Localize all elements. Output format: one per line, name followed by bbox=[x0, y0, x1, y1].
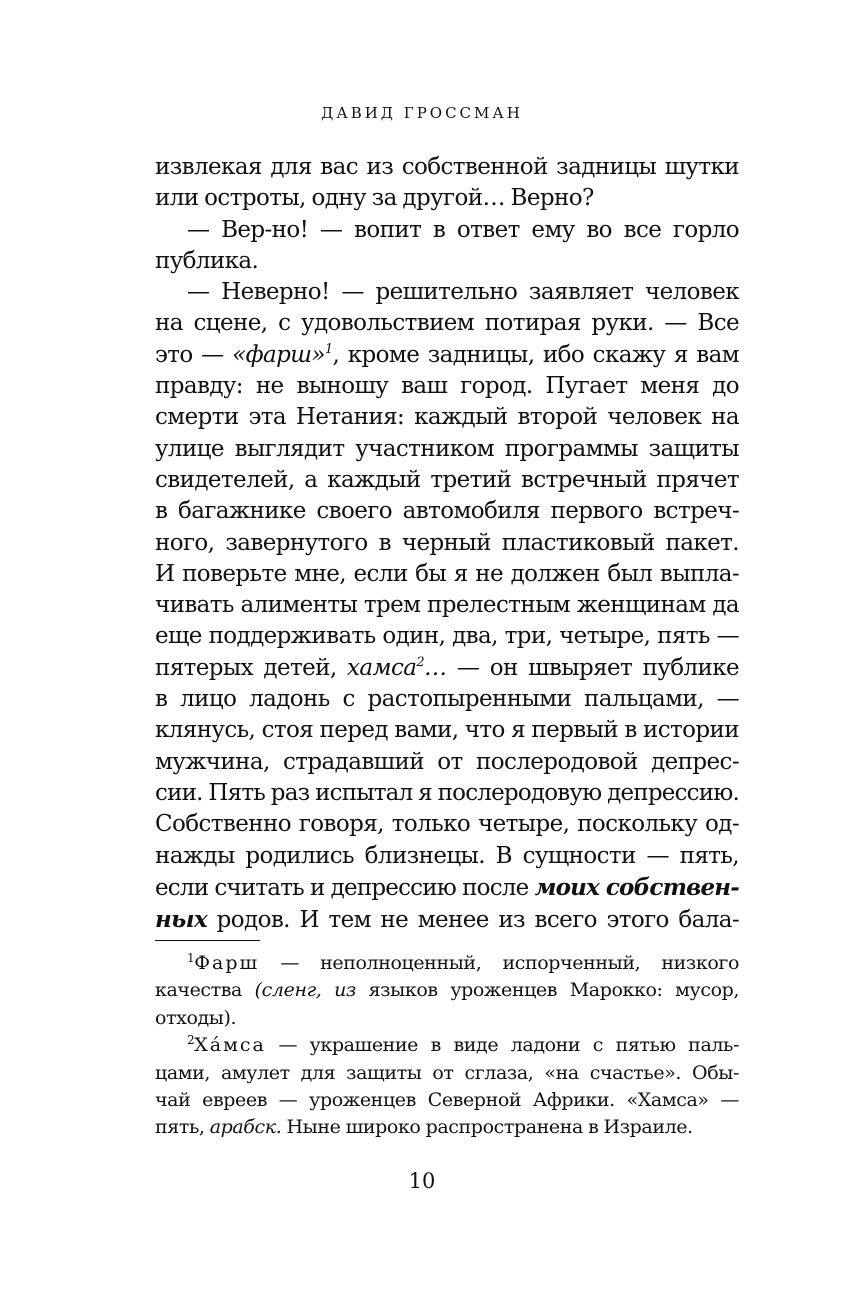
text-line: ного, завернутого в черный пластиковый пакет. bbox=[155, 529, 739, 556]
footnote-number: 1 bbox=[187, 951, 195, 965]
text-line: клянусь, стоя перед вами, что я первый в истории bbox=[155, 717, 739, 744]
text-line: Собственно говоря, только четыре, поскольку од- bbox=[155, 811, 739, 838]
text-line-with-footnote-ref bbox=[155, 340, 739, 371]
footnote-term: Ха́мса bbox=[194, 1034, 266, 1057]
text-segment: — он швыряет публике bbox=[456, 654, 739, 681]
text-segment: если считать и депрессию после bbox=[155, 874, 529, 901]
text-line: еще поддерживать один, два, три, четыре, пять — bbox=[155, 623, 739, 650]
text-line-emphasis bbox=[155, 872, 739, 904]
footnotes bbox=[155, 950, 739, 1142]
text-line: — Вер-но! — вопит в ответ ему во все горло bbox=[187, 216, 739, 243]
italic-ellipsis: … bbox=[424, 654, 447, 681]
emphasized-text: моих собствен- bbox=[534, 873, 739, 901]
text-segment: родов. И тем не менее из всего этого бала- bbox=[216, 907, 740, 934]
text-line: чивать алименты трем прелестным женщинам да bbox=[155, 592, 739, 619]
emphasized-text: ных bbox=[155, 906, 208, 934]
footnote-divider bbox=[155, 940, 260, 941]
text-segment: , кроме задницы, ибо скажу я вам bbox=[332, 341, 740, 368]
text-line: на сцене, с удовольствием потирая руки. — Все bbox=[155, 310, 739, 337]
footnote-2-line: цами, амулет для защиты от сглаза, «на счастье». Обы- bbox=[155, 1061, 739, 1084]
footnote-2-line bbox=[155, 1032, 739, 1059]
footnote-1-line bbox=[155, 977, 739, 1004]
footnote-term: Фарш bbox=[194, 952, 260, 974]
text-line: — Неверно! — решительно заявляет человек bbox=[187, 279, 739, 306]
text-line: нажды родились близнецы. В сущности — пять, bbox=[155, 842, 739, 869]
text-segment: языков уроженцев Марокко: мусор, bbox=[368, 979, 740, 1002]
footnote-number: 2 bbox=[187, 1033, 195, 1048]
text-segment: это — bbox=[155, 341, 224, 368]
text-line: в багажнике своего автомобиля первого встреч- bbox=[155, 498, 739, 525]
text-line-with-footnote-ref bbox=[155, 653, 739, 684]
italic-text: арабск. bbox=[209, 1116, 282, 1139]
page-number: 10 bbox=[408, 1169, 436, 1193]
footnote-1-line: отходы). bbox=[155, 1006, 237, 1029]
text-line: улице выглядит участником программы защиты bbox=[155, 435, 739, 462]
italic-term: «фарш» bbox=[232, 341, 325, 368]
text-line: или остроты, одну за другой… Верно? bbox=[155, 185, 594, 212]
text-line: публика. bbox=[155, 247, 259, 274]
text-segment: — неполноценный, испорченный, низкого bbox=[280, 952, 739, 974]
footnote-1-line bbox=[155, 950, 739, 977]
text-segment: пятерых детей, bbox=[155, 654, 337, 681]
text-line: извлекая для вас из собственной задницы шутки bbox=[155, 154, 739, 180]
italic-text: (сленг, из bbox=[254, 979, 356, 1002]
text-line: правду: не выношу ваш город. Пугает меня до bbox=[155, 373, 739, 400]
text-line: сии. Пять раз испытал я послеродовую депрессию. bbox=[155, 779, 739, 806]
text-line: мужчина, страдавший от послеродовой депрес- bbox=[155, 748, 739, 775]
footnote-ref: 2 bbox=[416, 654, 425, 670]
text-line: свидетелей, а каждый третий встречный прячет bbox=[155, 466, 739, 493]
text-line-emphasis bbox=[155, 904, 739, 936]
text-segment: — украшение в виде ладони с пятью паль- bbox=[278, 1034, 740, 1057]
italic-term: хамса bbox=[347, 654, 417, 681]
text-line: смерти эта Нетания: каждый второй человек на bbox=[155, 404, 739, 431]
footnote-2-line bbox=[155, 1114, 739, 1141]
text-segment: пять, bbox=[155, 1116, 205, 1139]
text-line: в лицо ладонь с растопыренными пальцами, — bbox=[155, 686, 739, 713]
text-segment: качества bbox=[155, 979, 242, 1002]
running-head: ДАВИД ГРОССМАН bbox=[321, 104, 523, 122]
text-line: И поверьте мне, если бы я не должен был выпла- bbox=[155, 560, 739, 587]
footnote-ref: 1 bbox=[324, 341, 333, 357]
text-segment: Ныне широко распространена в Израиле. bbox=[286, 1116, 693, 1139]
footnote-2-line: чай евреев — уроженцев Северной Африки. «Хамса» — bbox=[155, 1089, 739, 1112]
main-text bbox=[155, 152, 739, 936]
